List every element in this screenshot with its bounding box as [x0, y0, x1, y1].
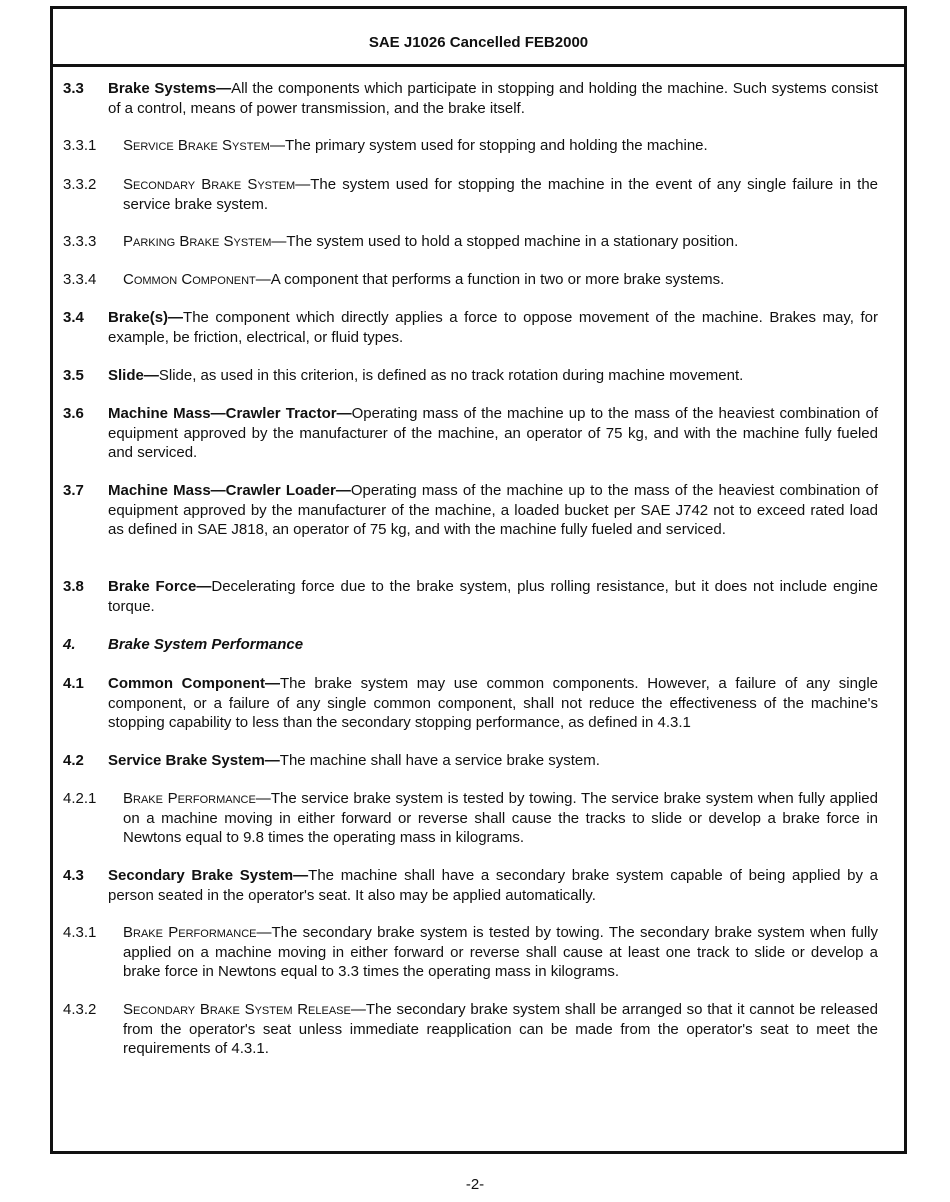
- section-number: 4.2.1: [63, 790, 97, 807]
- section-number: 3.3.1: [63, 137, 97, 154]
- section-term: Brake(s)—: [108, 309, 184, 326]
- section-text: All the components which participate in stopping and holding the machine. Such systems consist of a control, means of power transmission, and the brake itself.: [108, 80, 878, 117]
- section-number: 3.8: [63, 578, 84, 595]
- section-term: Secondary Brake System Release—: [123, 1001, 366, 1018]
- section-number: 3.5: [63, 367, 84, 384]
- section-term: Machine Mass—Crawler Loader—: [108, 482, 351, 499]
- page-frame: [50, 6, 907, 1154]
- section-text: The system used to hold a stopped machine in a stationary position.: [286, 233, 739, 250]
- section-number: 4.3.1: [63, 924, 97, 941]
- section-text: Slide, as used in this criterion, is defined as no track rotation during machine movement.: [158, 367, 744, 384]
- section-number: 3.4: [63, 309, 84, 326]
- section-text: The system used for stopping the machine in the event of any single failure in the service brake system.: [123, 176, 878, 213]
- section-4-3-2: [53, 1000, 904, 1059]
- page-number: -2-: [465, 1176, 485, 1193]
- section-term: Secondary Brake System—: [123, 176, 311, 193]
- section-text: The primary system used for stopping and holding the machine.: [284, 137, 708, 154]
- section-term: Brake Force—: [108, 578, 212, 595]
- section-number: 4.2: [63, 752, 84, 769]
- section-4-1: [53, 674, 904, 733]
- section-heading: Brake System Performance: [108, 636, 304, 653]
- section-text: The secondary brake system is tested by towing. The secondary brake system when fully applied on a machine moving in either forward or reverse shall cause at least one track to slide or develop a brake force in Newtons equal to 3.3 times the operating mass in kilograms.: [123, 924, 878, 980]
- section-4-heading: [53, 635, 904, 655]
- section-4-2: [53, 751, 904, 771]
- section-number: 4.: [63, 636, 76, 653]
- section-number: 4.3.2: [63, 1001, 97, 1018]
- section-text: The component which directly applies a force to oppose movement of the machine. Brakes may, for example, be friction, electrical, or fluid types.: [108, 309, 878, 346]
- section-3-8: [53, 577, 904, 616]
- section-text: The machine shall have a secondary brake system capable of being applied by a person seated in the operator's seat. It also may be applied automatically.: [108, 867, 878, 904]
- section-text: The machine shall have a service brake system.: [279, 752, 600, 769]
- section-number: 3.7: [63, 482, 84, 499]
- section-3-3-4: [53, 270, 904, 290]
- section-3-3: [53, 79, 904, 118]
- section-term: Common Component—: [123, 271, 271, 288]
- section-text: The secondary brake system shall be arranged so that it cannot be released from the operator's seat unless immediate reapplication can be made from the operator's seat to meet the requirements of 4.3.1.: [123, 1001, 878, 1057]
- section-4-3-1: [53, 923, 904, 982]
- section-term: Service Brake System—: [123, 137, 285, 154]
- section-term: Machine Mass—Crawler Tractor—: [108, 405, 352, 422]
- section-3-3-2: [53, 175, 904, 214]
- section-number: 3.3.3: [63, 233, 97, 250]
- section-3-6: [53, 404, 904, 463]
- section-term: Secondary Brake System—: [108, 867, 309, 884]
- section-number: 3.3: [63, 80, 84, 97]
- section-text: The brake system may use common components. However, a failure of any single component, or a failure of any single common component, shall not reduce the effectiveness of the machine's stopping capability to less than the secondary stopping performance, as defined in 4.3.1: [108, 675, 878, 731]
- document-title: SAE J1026 Cancelled FEB2000: [368, 34, 589, 51]
- section-4-2-1: [53, 789, 904, 848]
- section-term: Brake Performance—: [123, 924, 272, 941]
- section-number: 3.3.2: [63, 176, 97, 193]
- section-term: Common Component—: [108, 675, 280, 692]
- section-number: 3.3.4: [63, 271, 97, 288]
- section-text: Operating mass of the machine up to the mass of the heaviest combination of equipment approved by the manufacturer of the machine, an operator of 75 kg, and with the machine fully fueled and serviced.: [108, 405, 878, 461]
- section-term: Slide—: [108, 367, 159, 384]
- section-3-4: [53, 308, 904, 347]
- section-text: The service brake system is tested by towing. The service brake system when fully applied on a machine moving in either forward or reverse shall cause the tracks to slide or develop a brake force in Newtons equal to 9.8 times the operating mass in kilograms.: [123, 790, 878, 846]
- section-3-3-3: [53, 232, 904, 252]
- section-3-5: [53, 366, 904, 386]
- section-3-3-1: [53, 136, 904, 156]
- section-text: Decelerating force due to the brake system, plus rolling resistance, but it does not include engine torque.: [108, 578, 878, 615]
- page-header: [53, 9, 904, 67]
- section-4-3: [53, 866, 904, 905]
- section-3-7: [53, 481, 904, 540]
- section-term: Service Brake System—: [108, 752, 280, 769]
- section-text: Operating mass of the machine up to the mass of the heaviest combination of equipment approved by the manufacturer of the machine, a loaded bucket per SAE J742 not to exceed rated load as defined in SAE J818, an operator of 75 kg, and with the machine fully fueled and serviced.: [108, 482, 878, 538]
- section-number: 4.3: [63, 867, 84, 884]
- section-text: A component that performs a function in two or more brake systems.: [270, 271, 725, 288]
- section-number: 3.6: [63, 405, 84, 422]
- section-term: Parking Brake System—: [123, 233, 287, 250]
- section-term: Brake Systems—: [108, 80, 232, 97]
- section-term: Brake Performance—: [123, 790, 271, 807]
- section-number: 4.1: [63, 675, 84, 692]
